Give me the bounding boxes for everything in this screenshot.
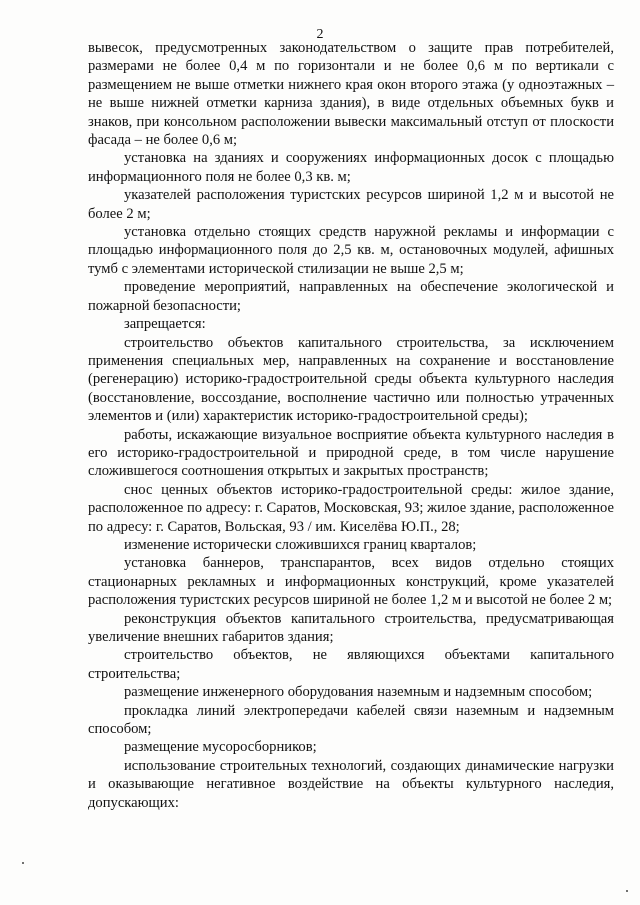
paragraph: вывесок, предусмотренных законодательством о защите прав потребителей, размерами не более 0,4 м по горизонтали и не более 0,6 м по вертикали с размещением не выше отметки нижнего края окон второго этажа (у одноэтажных – не выше нижней отметки карниза здания), в виде отдельных объемных букв и знаков, при консольном расположении вывески максимальный отступ от плоскости фасада – не более 0,6 м;: [88, 40, 614, 149]
paragraph: размещение инженерного оборудования наземным и надземным способом;: [124, 684, 593, 701]
paragraph: строительство объектов капитального строительства, за исключением применения специальных мер, направленных на сохранение и восстановление (регенерацию) историко-градостроительной среды объекта культурного наследия (восстановление, воссоздание, восполнение частично или полностью утраченных элементов и (или) характеристик историко-градостроительной среды);: [88, 334, 614, 425]
paragraph: снос ценных объектов историко-градостроительной среды: жилое здание, расположенное по адресу: г. Саратов, Московская, 93; жилое здание, расположенное по адресу: г. Саратов, Вольская, 93 / им. Киселёва Ю.П., 28;: [88, 481, 615, 535]
paragraph: размещение мусоросборников;: [124, 739, 317, 756]
paragraph: реконструкция объектов капитального строительства, предусматривающая увеличение внешних габаритов здания;: [88, 610, 614, 645]
paragraph: прокладка линий электропередачи кабелей связи наземным и надземным способом;: [88, 702, 614, 738]
paragraph: установка отдельно стоящих средств наружной рекламы и информации с площадью информационного поля до 2,5 кв. м, остановочных модулей, афишных тумб с элементами исторической стилизации не выше 2,5 м;: [88, 224, 614, 277]
paragraph: использование строительных технологий, создающих динамические нагрузки и оказывающие негативное воздействие на объекты культурного наследия, допускающих:: [88, 757, 614, 811]
paragraph: установка на зданиях и сооружениях информационных досок с площадью информационного поля не более 0,3 кв. м;: [88, 150, 614, 185]
paragraph: проведение мероприятий, направленных на обеспечение экологической и пожарной безопасности;: [88, 279, 614, 314]
scan-speck: [22, 862, 24, 864]
body-text: [88, 39, 614, 812]
paragraph: указателей расположения туристских ресурсов шириной 1,2 м и высотой не более 2 м;: [88, 187, 614, 222]
paragraph: строительство объектов, не являющихся объектами капитального строительства;: [88, 647, 614, 682]
paragraph: работы, искажающие визуальное восприятие объекта культурного наследия в его историко-градостроительной и природной среде, в том числе нарушение сложившегося соотношения открытых и закрытых пространств;: [88, 426, 614, 480]
paragraph: установка баннеров, транспарантов, всех видов отдельно стоящих стационарных рекламных и информационных конструкций, кроме указателей расположения туристских ресурсов шириной не более 1,2 м и высотой не более 2 м;: [88, 555, 614, 609]
scan-speck: [626, 890, 628, 892]
paragraph: запрещается:: [124, 316, 206, 333]
page-number: 2: [316, 27, 324, 42]
paragraph: изменение исторически сложившихся границ кварталов;: [124, 536, 477, 553]
